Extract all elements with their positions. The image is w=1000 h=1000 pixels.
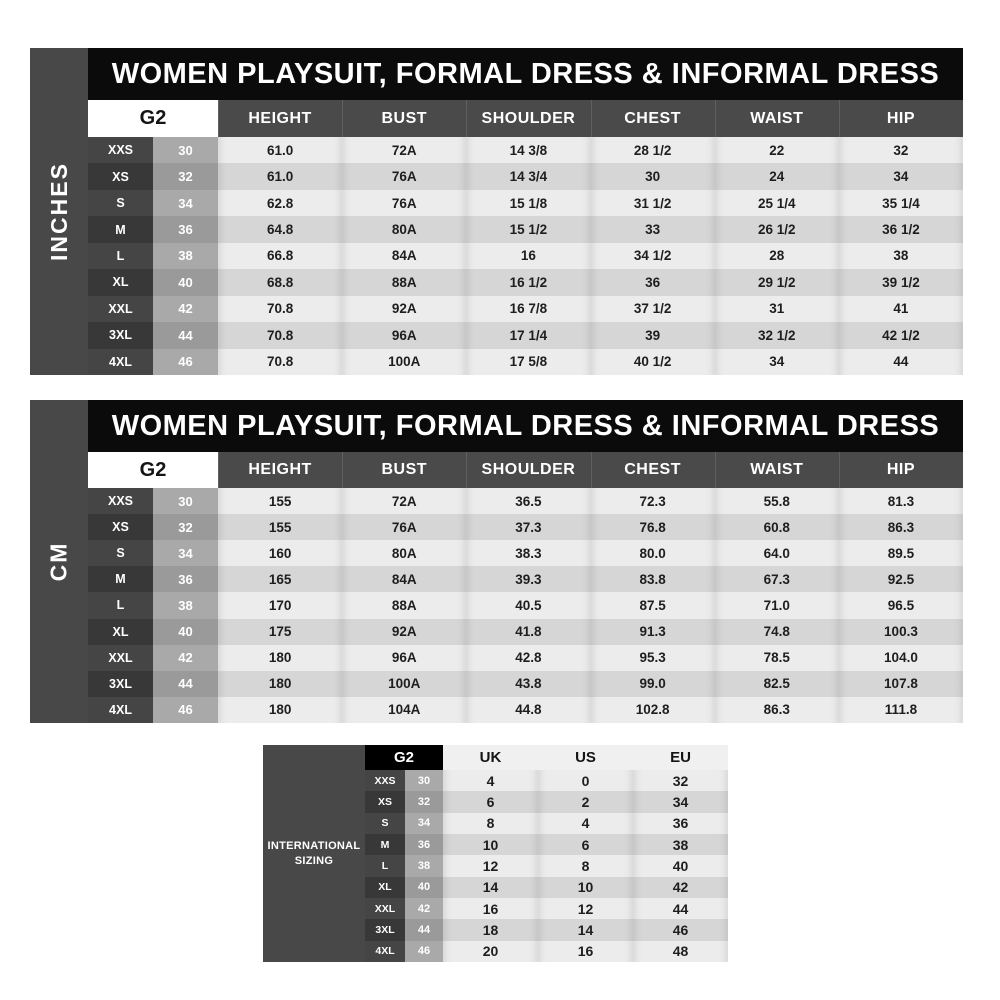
- g2-number-cell: 44: [405, 919, 443, 940]
- column-header-height: HEIGHT: [218, 452, 342, 488]
- value-cell: 72A: [342, 137, 466, 163]
- g2-number-cell: 38: [153, 243, 218, 269]
- g2-header-box-dark: G2: [365, 745, 443, 770]
- value-cell: 84A: [342, 243, 466, 269]
- size-label-cell: L: [365, 855, 405, 876]
- value-cell: 42.8: [466, 645, 590, 671]
- value-cell: 20: [443, 941, 538, 962]
- value-cell: 18: [443, 919, 538, 940]
- value-cell: 12: [443, 855, 538, 876]
- size-label-cell: S: [88, 190, 153, 216]
- g2-number-cell: 38: [405, 855, 443, 876]
- g2-number-cell: 46: [153, 349, 218, 375]
- value-cell: 99.0: [591, 671, 715, 697]
- table-row: [88, 671, 963, 697]
- column-header-chest: CHEST: [591, 452, 715, 488]
- value-cell: 43.8: [466, 671, 590, 697]
- value-cell: 86.3: [715, 697, 839, 723]
- value-cell: 61.0: [218, 163, 342, 189]
- value-cell: 29 1/2: [715, 269, 839, 295]
- value-cell: 70.8: [218, 296, 342, 322]
- value-cell: 107.8: [839, 671, 963, 697]
- table-row: [88, 322, 963, 348]
- size-table-international: [263, 745, 728, 962]
- value-cell: 26 1/2: [715, 216, 839, 242]
- value-cell: 34: [633, 791, 728, 812]
- column-header-uk: UK: [443, 745, 538, 770]
- value-cell: 70.8: [218, 349, 342, 375]
- table-row: [88, 488, 963, 514]
- g2-number-cell: 36: [153, 566, 218, 592]
- value-cell: 83.8: [591, 566, 715, 592]
- size-label-cell: S: [88, 540, 153, 566]
- value-cell: 180: [218, 697, 342, 723]
- g2-number-cell: 34: [405, 813, 443, 834]
- international-rows: [365, 770, 728, 962]
- g2-number-cell: 32: [153, 163, 218, 189]
- g2-number-cell: 46: [153, 697, 218, 723]
- value-cell: 67.3: [715, 566, 839, 592]
- value-cell: 28 1/2: [591, 137, 715, 163]
- table-row: [88, 190, 963, 216]
- value-cell: 76A: [342, 163, 466, 189]
- g2-number-cell: 30: [153, 488, 218, 514]
- value-cell: 38: [839, 243, 963, 269]
- value-cell: 180: [218, 671, 342, 697]
- inches-header-row: [88, 100, 963, 137]
- value-cell: 91.3: [591, 619, 715, 645]
- table-row: [88, 216, 963, 242]
- g2-number-cell: 46: [405, 941, 443, 962]
- column-header-shoulder: SHOULDER: [466, 452, 590, 488]
- g2-number-cell: 36: [153, 216, 218, 242]
- value-cell: 35 1/4: [839, 190, 963, 216]
- table-row: [365, 898, 728, 919]
- value-cell: 81.3: [839, 488, 963, 514]
- value-cell: 155: [218, 488, 342, 514]
- value-cell: 32 1/2: [715, 322, 839, 348]
- g2-number-cell: 42: [153, 296, 218, 322]
- size-label-cell: L: [88, 592, 153, 618]
- international-header-row: [365, 745, 728, 770]
- value-cell: 46: [633, 919, 728, 940]
- value-cell: 55.8: [715, 488, 839, 514]
- international-table-main: [365, 745, 728, 962]
- value-cell: 4: [443, 770, 538, 791]
- value-cell: 64.0: [715, 540, 839, 566]
- value-cell: 15 1/8: [466, 190, 590, 216]
- g2-number-cell: 42: [153, 645, 218, 671]
- value-cell: 80.0: [591, 540, 715, 566]
- value-cell: 8: [538, 855, 633, 876]
- g2-number-cell: 30: [153, 137, 218, 163]
- value-cell: 4: [538, 813, 633, 834]
- size-label-cell: XS: [88, 514, 153, 540]
- table-row: [365, 813, 728, 834]
- value-cell: 76A: [342, 190, 466, 216]
- size-label-cell: 4XL: [88, 697, 153, 723]
- column-header-chest: CHEST: [591, 100, 715, 137]
- value-cell: 31: [715, 296, 839, 322]
- value-cell: 16 7/8: [466, 296, 590, 322]
- column-header-height: HEIGHT: [218, 100, 342, 137]
- table-row: [365, 770, 728, 791]
- value-cell: 37 1/2: [591, 296, 715, 322]
- value-cell: 12: [538, 898, 633, 919]
- value-cell: 16: [443, 898, 538, 919]
- value-cell: 80A: [342, 216, 466, 242]
- column-header-hip: HIP: [839, 452, 963, 488]
- value-cell: 40: [633, 855, 728, 876]
- table-row: [88, 269, 963, 295]
- table-row: [88, 243, 963, 269]
- value-cell: 111.8: [839, 697, 963, 723]
- value-cell: 72A: [342, 488, 466, 514]
- value-cell: 10: [538, 877, 633, 898]
- size-label-cell: XXS: [88, 137, 153, 163]
- value-cell: 8: [443, 813, 538, 834]
- value-cell: 68.8: [218, 269, 342, 295]
- value-cell: 92.5: [839, 566, 963, 592]
- value-cell: 36.5: [466, 488, 590, 514]
- table-row: [365, 941, 728, 962]
- cm-unit-sidebar: [30, 400, 88, 723]
- size-label-cell: 4XL: [88, 349, 153, 375]
- value-cell: 165: [218, 566, 342, 592]
- value-cell: 64.8: [218, 216, 342, 242]
- value-cell: 36: [591, 269, 715, 295]
- table-row: [365, 877, 728, 898]
- g2-number-cell: 30: [405, 770, 443, 791]
- value-cell: 25 1/4: [715, 190, 839, 216]
- value-cell: 44: [839, 349, 963, 375]
- value-cell: 16 1/2: [466, 269, 590, 295]
- cm-header-row: [88, 452, 963, 488]
- table-row: [365, 834, 728, 855]
- size-label-cell: S: [365, 813, 405, 834]
- value-cell: 24: [715, 163, 839, 189]
- international-sizing-label-block: [263, 745, 365, 962]
- size-label-cell: L: [88, 243, 153, 269]
- g2-number-cell: 40: [153, 269, 218, 295]
- g2-number-cell: 38: [153, 592, 218, 618]
- value-cell: 70.8: [218, 322, 342, 348]
- value-cell: 0: [538, 770, 633, 791]
- table-row: [88, 137, 963, 163]
- value-cell: 92A: [342, 619, 466, 645]
- size-label-cell: XL: [88, 619, 153, 645]
- value-cell: 34: [715, 349, 839, 375]
- g2-number-cell: 34: [153, 190, 218, 216]
- value-cell: 14: [538, 919, 633, 940]
- inches-unit-sidebar: [30, 48, 88, 375]
- value-cell: 104.0: [839, 645, 963, 671]
- g2-number-cell: 34: [153, 540, 218, 566]
- value-cell: 36: [633, 813, 728, 834]
- column-header-shoulder: SHOULDER: [466, 100, 590, 137]
- size-table-cm: [30, 400, 963, 723]
- value-cell: 39: [591, 322, 715, 348]
- table-row: [88, 619, 963, 645]
- value-cell: 32: [839, 137, 963, 163]
- value-cell: 34 1/2: [591, 243, 715, 269]
- g2-number-cell: 44: [153, 671, 218, 697]
- value-cell: 80A: [342, 540, 466, 566]
- value-cell: 42 1/2: [839, 322, 963, 348]
- value-cell: 44: [633, 898, 728, 919]
- value-cell: 30: [591, 163, 715, 189]
- value-cell: 170: [218, 592, 342, 618]
- g2-header-box: G2: [88, 100, 218, 137]
- value-cell: 22: [715, 137, 839, 163]
- value-cell: 84A: [342, 566, 466, 592]
- value-cell: 17 5/8: [466, 349, 590, 375]
- value-cell: 39 1/2: [839, 269, 963, 295]
- value-cell: 62.8: [218, 190, 342, 216]
- value-cell: 16: [466, 243, 590, 269]
- g2-header-box: G2: [88, 452, 218, 488]
- size-label-cell: XXS: [88, 488, 153, 514]
- column-header-bust: BUST: [342, 100, 466, 137]
- value-cell: 88A: [342, 592, 466, 618]
- value-cell: 32: [633, 770, 728, 791]
- value-cell: 82.5: [715, 671, 839, 697]
- value-cell: 2: [538, 791, 633, 812]
- value-cell: 74.8: [715, 619, 839, 645]
- inches-table-main: [88, 48, 963, 375]
- value-cell: 160: [218, 540, 342, 566]
- size-label-cell: XL: [365, 877, 405, 898]
- value-cell: 41: [839, 296, 963, 322]
- column-header-us: US: [538, 745, 633, 770]
- size-label-cell: XS: [365, 791, 405, 812]
- inches-unit-label: INCHES: [45, 162, 72, 261]
- size-label-cell: 3XL: [88, 322, 153, 348]
- value-cell: 39.3: [466, 566, 590, 592]
- value-cell: 16: [538, 941, 633, 962]
- table-row: [88, 540, 963, 566]
- table-row: [88, 514, 963, 540]
- table-row: [365, 791, 728, 812]
- table-row: [88, 645, 963, 671]
- g2-number-cell: 40: [405, 877, 443, 898]
- value-cell: 102.8: [591, 697, 715, 723]
- value-cell: 89.5: [839, 540, 963, 566]
- value-cell: 41.8: [466, 619, 590, 645]
- value-cell: 78.5: [715, 645, 839, 671]
- value-cell: 48: [633, 941, 728, 962]
- g2-number-cell: 36: [405, 834, 443, 855]
- size-label-cell: 3XL: [88, 671, 153, 697]
- value-cell: 155: [218, 514, 342, 540]
- table-row: [88, 566, 963, 592]
- value-cell: 96A: [342, 322, 466, 348]
- value-cell: 100.3: [839, 619, 963, 645]
- size-label-cell: 3XL: [365, 919, 405, 940]
- value-cell: 60.8: [715, 514, 839, 540]
- column-header-hip: HIP: [839, 100, 963, 137]
- value-cell: 86.3: [839, 514, 963, 540]
- value-cell: 31 1/2: [591, 190, 715, 216]
- value-cell: 14 3/4: [466, 163, 590, 189]
- size-label-cell: XXL: [88, 645, 153, 671]
- value-cell: 6: [443, 791, 538, 812]
- value-cell: 38.3: [466, 540, 590, 566]
- size-table-inches: [30, 48, 963, 375]
- cm-table-main: [88, 400, 963, 723]
- value-cell: 100A: [342, 671, 466, 697]
- column-header-bust: BUST: [342, 452, 466, 488]
- g2-number-cell: 42: [405, 898, 443, 919]
- value-cell: 100A: [342, 349, 466, 375]
- value-cell: 96.5: [839, 592, 963, 618]
- column-header-eu: EU: [633, 745, 728, 770]
- value-cell: 88A: [342, 269, 466, 295]
- value-cell: 34: [839, 163, 963, 189]
- cm-unit-label: CM: [45, 541, 72, 582]
- inches-table-title: WOMEN PLAYSUIT, FORMAL DRESS & INFORMAL DRESS: [88, 48, 963, 100]
- value-cell: 96A: [342, 645, 466, 671]
- table-row: [365, 919, 728, 940]
- size-label-cell: XXL: [88, 296, 153, 322]
- value-cell: 95.3: [591, 645, 715, 671]
- column-header-waist: WAIST: [715, 100, 839, 137]
- value-cell: 42: [633, 877, 728, 898]
- value-cell: 14 3/8: [466, 137, 590, 163]
- value-cell: 6: [538, 834, 633, 855]
- value-cell: 175: [218, 619, 342, 645]
- value-cell: 15 1/2: [466, 216, 590, 242]
- column-header-waist: WAIST: [715, 452, 839, 488]
- g2-number-cell: 40: [153, 619, 218, 645]
- value-cell: 76.8: [591, 514, 715, 540]
- value-cell: 72.3: [591, 488, 715, 514]
- value-cell: 66.8: [218, 243, 342, 269]
- size-label-cell: M: [88, 216, 153, 242]
- value-cell: 92A: [342, 296, 466, 322]
- value-cell: 44.8: [466, 697, 590, 723]
- size-label-cell: XS: [88, 163, 153, 189]
- size-label-cell: M: [88, 566, 153, 592]
- value-cell: 33: [591, 216, 715, 242]
- size-label-cell: XL: [88, 269, 153, 295]
- table-row: [88, 349, 963, 375]
- g2-number-cell: 32: [153, 514, 218, 540]
- size-label-cell: XXS: [365, 770, 405, 791]
- value-cell: 87.5: [591, 592, 715, 618]
- table-row: [365, 855, 728, 876]
- g2-number-cell: 44: [153, 322, 218, 348]
- value-cell: 38: [633, 834, 728, 855]
- size-label-cell: XXL: [365, 898, 405, 919]
- value-cell: 76A: [342, 514, 466, 540]
- value-cell: 71.0: [715, 592, 839, 618]
- value-cell: 180: [218, 645, 342, 671]
- value-cell: 36 1/2: [839, 216, 963, 242]
- g2-number-cell: 32: [405, 791, 443, 812]
- table-row: [88, 592, 963, 618]
- value-cell: 28: [715, 243, 839, 269]
- table-row: [88, 163, 963, 189]
- size-label-cell: M: [365, 834, 405, 855]
- size-label-cell: 4XL: [365, 941, 405, 962]
- value-cell: 104A: [342, 697, 466, 723]
- cm-table-title: WOMEN PLAYSUIT, FORMAL DRESS & INFORMAL DRESS: [88, 400, 963, 452]
- value-cell: 14: [443, 877, 538, 898]
- table-row: [88, 296, 963, 322]
- international-label-line2: SIZING: [294, 854, 334, 867]
- inches-rows: [88, 137, 963, 375]
- table-row: [88, 697, 963, 723]
- value-cell: 17 1/4: [466, 322, 590, 348]
- value-cell: 40.5: [466, 592, 590, 618]
- cm-rows: [88, 488, 963, 723]
- international-label-line1: INTERNATIONAL: [267, 839, 361, 852]
- value-cell: 61.0: [218, 137, 342, 163]
- value-cell: 10: [443, 834, 538, 855]
- value-cell: 37.3: [466, 514, 590, 540]
- value-cell: 40 1/2: [591, 349, 715, 375]
